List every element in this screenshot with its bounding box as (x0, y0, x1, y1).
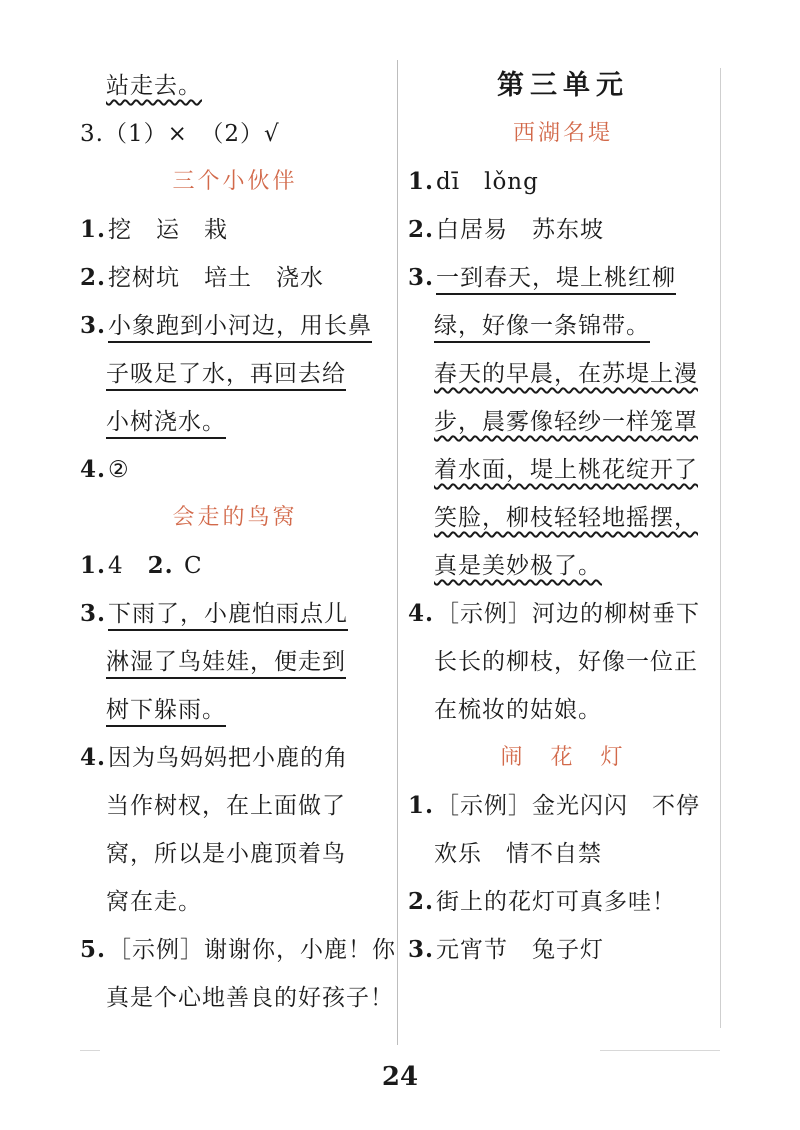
r1-answer-4: 4.［示例］河边的柳树垂下 (408, 600, 701, 627)
right-margin-line (720, 68, 721, 1028)
r2-answer-3: 3.元宵节 兔子灯 (408, 936, 605, 963)
s1-answer-3-line3: 小树浇水。 (80, 398, 390, 446)
s1-answer-3-line2: 子吸足了水，再回去给 (80, 350, 390, 398)
r2-answer-1-line2: 欢乐 情不自禁 (434, 841, 602, 867)
r1-answer-3-line6: 笑脸，柳枝轻轻地摇摆， (434, 505, 698, 531)
r1-answer-1: 1.dī lǒng (408, 168, 539, 195)
page-number: 24 (381, 1062, 419, 1092)
s2-answer-3: 3.下雨了，小鹿怕雨点儿 (80, 590, 390, 638)
section-title-hui-zou-de-niao-wo: 会走的鸟窝 (172, 505, 298, 530)
r1-answer-3-line4: 步，晨雾像轻纱一样笼罩 (434, 409, 698, 435)
section-title-nao-hua-deng: 闹 花 灯 (500, 745, 626, 770)
s2-answer-5: 5.［示例］谢谢你，小鹿！你 (80, 936, 397, 963)
s2-answer-1-2: 1.4 2. C (80, 552, 203, 579)
s2-answer-5-line2: 真是个心地善良的好孩子！ (106, 985, 394, 1011)
s2-answer-4-line4: 窝在走。 (106, 889, 202, 915)
column-divider (397, 60, 398, 1045)
r1-answer-3-line3: 春天的早晨，在苏堤上漫 (434, 361, 698, 387)
continued-answer: 站走去。 (106, 73, 202, 99)
r1-answer-3-line2: 绿，好像一条锦带。 (408, 302, 718, 350)
s2-answer-4-line3: 窝，所以是小鹿顶着鸟 (106, 841, 346, 867)
r2-answer-2: 2.街上的花灯可真多哇！ (408, 888, 677, 915)
s1-answer-2: 2.挖树坑 培土 浇水 (80, 264, 325, 291)
r1-answer-3: 3.一到春天，堤上桃红柳 (408, 254, 718, 302)
s2-answer-3-line3: 树下躲雨。 (80, 686, 390, 734)
s2-answer-3-line2: 淋湿了鸟娃娃，便走到 (80, 638, 390, 686)
right-column (408, 62, 718, 974)
answer-3-prev: 3.（1）× （2）√ (80, 121, 280, 147)
r1-answer-3-line5: 着水面，堤上桃花绽开了 (434, 457, 698, 483)
r1-answer-2: 2.白居易 苏东坡 (408, 216, 605, 243)
footer-rule-left (80, 1050, 100, 1051)
r1-answer-4-line3: 在梳妆的姑娘。 (434, 697, 602, 723)
s1-answer-1: 1.挖 运 栽 (80, 216, 229, 243)
left-column (80, 62, 397, 1022)
s1-answer-3: 3.小象跑到小河边，用长鼻 (80, 302, 390, 350)
footer-rule-right (600, 1050, 720, 1051)
s2-answer-4: 4.因为鸟妈妈把小鹿的角 (80, 744, 349, 771)
section-title-xi-hu-ming-di: 西湖名堤 (512, 121, 613, 146)
r1-answer-4-line2: 长长的柳枝，好像一位正 (434, 649, 698, 675)
section-title-san-ge-xiao-huo-ban: 三个小伙伴 (172, 169, 298, 194)
s1-answer-4: 4.② (80, 456, 130, 483)
r2-answer-1: 1.［示例］金光闪闪 不停 (408, 792, 701, 819)
s2-answer-4-line2: 当作树杈，在上面做了 (106, 793, 346, 819)
r1-answer-3-line7: 真是美妙极了。 (434, 553, 602, 579)
unit-title: 第三单元 (497, 70, 629, 101)
